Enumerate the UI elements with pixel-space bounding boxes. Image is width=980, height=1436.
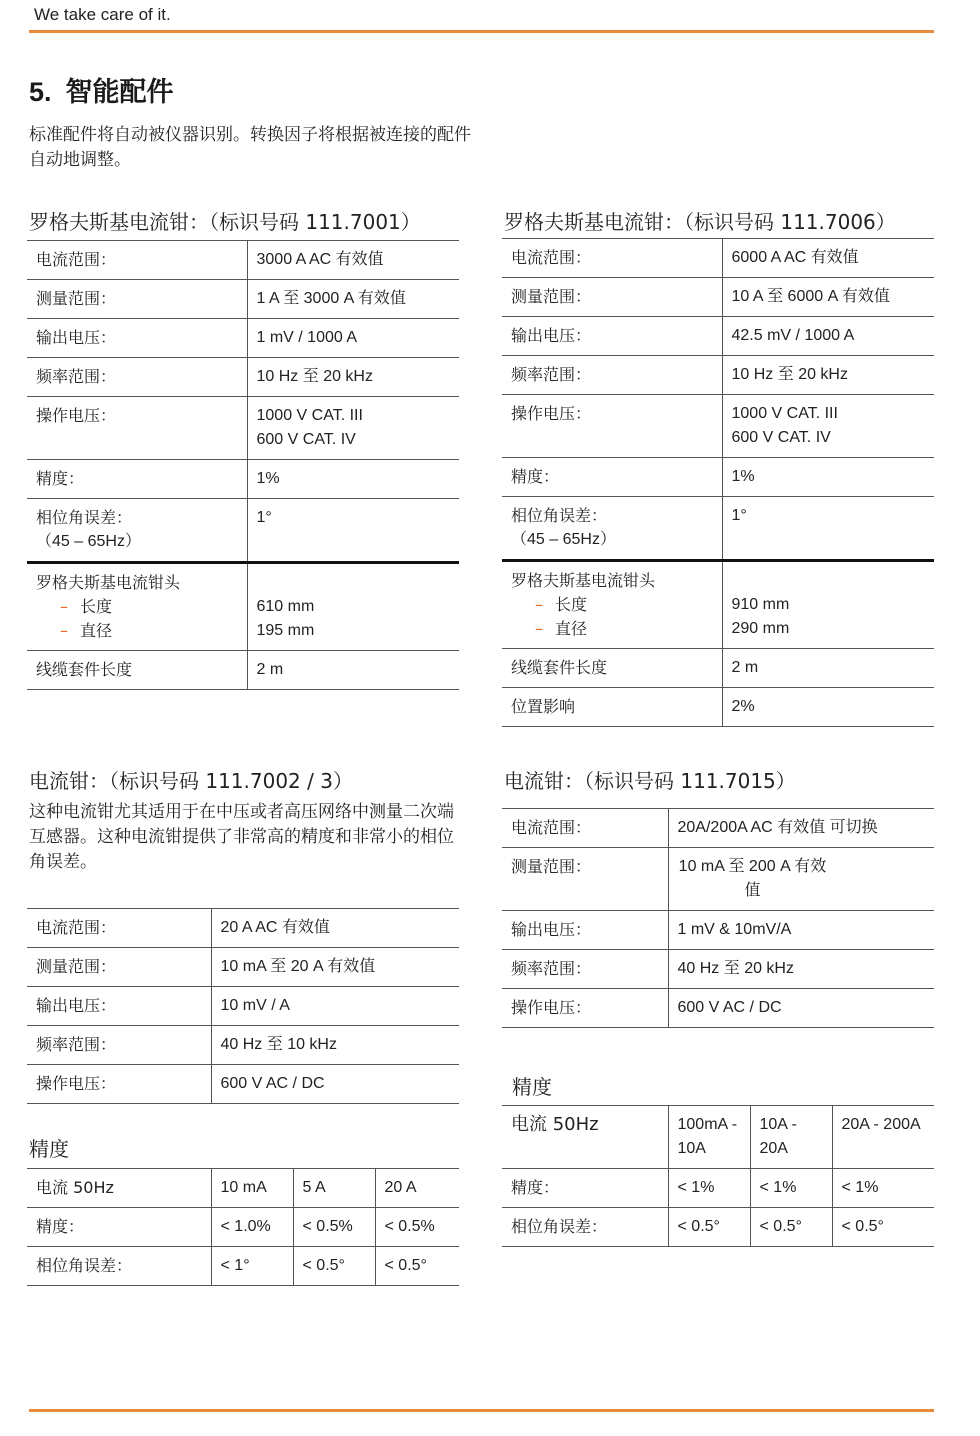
t2-row-cable (502, 649, 934, 688)
value: 10 mA 至 20 A 有效值 (211, 948, 459, 987)
value: 40 Hz 至 10 kHz (211, 1026, 459, 1065)
value: 1° (247, 499, 459, 563)
value: 600 V AC / DC (668, 989, 934, 1028)
t4-acc-header-row (502, 1106, 934, 1169)
dash-bullet: – (60, 597, 68, 616)
value: 1 mV & 10mV/A (668, 911, 934, 950)
label: 线缆套件长度 (27, 651, 247, 690)
cell: < 0.5° (293, 1247, 375, 1286)
row-label: 精度： (502, 1169, 668, 1208)
t1-row-cable (27, 651, 459, 690)
cell: < 0.5° (375, 1247, 459, 1286)
t4-row-measure-range (502, 848, 934, 911)
row-label: 相位角误差： (27, 1247, 211, 1286)
cell: < 1° (211, 1247, 293, 1286)
value: 1 mV / 1000 A (247, 319, 459, 358)
t2-row-output (502, 317, 934, 356)
op-line-1: 1000 V CAT. III (731, 405, 838, 422)
t4-accuracy-table (502, 1105, 934, 1247)
t3-acc-header-row (27, 1169, 459, 1208)
t1-row-output (27, 319, 459, 358)
value: 2 m (247, 651, 459, 690)
value: 600 V AC / DC (211, 1065, 459, 1104)
t1-spec-table (27, 240, 459, 690)
value: 40 Hz 至 20 kHz (668, 950, 934, 989)
t4-acc-row-phase (502, 1208, 934, 1247)
value (247, 563, 459, 651)
t3-accuracy-title: 精度 (29, 1137, 69, 1161)
label: 操作电压： (27, 397, 247, 460)
label: 操作电压： (27, 1065, 211, 1104)
t1-row-head (27, 563, 459, 651)
op-line-2: 600 V CAT. IV (731, 429, 831, 446)
label: 精度： (502, 458, 722, 497)
label (502, 497, 722, 561)
t4-row-current-range (502, 809, 934, 848)
cell: < 0.5° (668, 1208, 750, 1247)
header-cell: 电流 50Hz (27, 1169, 211, 1208)
label: 频率范围： (27, 358, 247, 397)
header-cell: 电流 50Hz (502, 1106, 668, 1169)
t4-acc-row-accuracy (502, 1169, 934, 1208)
head-label: 罗格夫斯基电流钳头 (36, 573, 181, 592)
t2-spec-table (502, 238, 934, 727)
t2-row-position (502, 688, 934, 727)
section-heading (29, 70, 174, 109)
t4-row-output (502, 911, 934, 950)
phase-label: 相位角误差： (36, 508, 133, 527)
t2-row-frequency (502, 356, 934, 395)
len-line (36, 595, 238, 619)
dia-line (36, 619, 238, 643)
label (27, 563, 247, 651)
row-label: 精度： (27, 1208, 211, 1247)
t3-row-output (27, 987, 459, 1026)
section-number: 5. (29, 77, 52, 107)
t1-title: 罗格夫斯基电流钳：（标识号码 111.7001） (29, 210, 421, 234)
dia-label: 直径 (80, 621, 113, 640)
dash-bullet: – (535, 595, 543, 614)
header-cell: 20A - 200A (832, 1106, 934, 1169)
t3-acc-row-phase (27, 1247, 459, 1286)
len-value: 910 mm (731, 596, 790, 613)
t2-row-measure-range (502, 278, 934, 317)
label: 操作电压： (502, 989, 668, 1028)
t1-row-current-range (27, 241, 459, 280)
t3-row-current-range (27, 909, 459, 948)
label: 测量范围： (27, 280, 247, 319)
t2-row-head (502, 561, 934, 649)
value (668, 848, 934, 911)
value (722, 395, 934, 458)
cell: < 1.0% (211, 1208, 293, 1247)
dia-line (511, 617, 713, 641)
value: 6000 A AC 有效值 (722, 239, 934, 278)
label: 线缆套件长度 (502, 649, 722, 688)
t1-row-phase (27, 499, 459, 563)
cell: < 0.5% (293, 1208, 375, 1247)
value: 1 A 至 3000 A 有效值 (247, 280, 459, 319)
label: 频率范围： (502, 950, 668, 989)
op-line-1: 1000 V CAT. III (256, 407, 363, 424)
measure-range-value: 10 mA 至 200 A 有效值 (678, 858, 827, 899)
label (502, 561, 722, 649)
value: 2% (722, 688, 934, 727)
cell: < 0.5° (750, 1208, 832, 1247)
header-cell: 20 A (375, 1169, 459, 1208)
dia-value: 290 mm (731, 620, 790, 637)
label: 频率范围： (27, 1026, 211, 1065)
phase-label: 相位角误差： (511, 506, 608, 525)
t1-row-measure-range (27, 280, 459, 319)
value: 20A/200A AC 有效值 可切换 (668, 809, 934, 848)
header-cell: 10 mA (211, 1169, 293, 1208)
label: 测量范围： (27, 948, 211, 987)
label: 电流范围： (502, 809, 668, 848)
t2-row-op-voltage (502, 395, 934, 458)
dash-bullet: – (535, 619, 543, 638)
label: 位置影响 (502, 688, 722, 727)
phase-sub: （45 – 65Hz） (511, 531, 616, 548)
t3-acc-row-accuracy (27, 1208, 459, 1247)
label (27, 499, 247, 563)
label: 输出电压： (502, 317, 722, 356)
t3-row-measure-range (27, 948, 459, 987)
dia-label: 直径 (555, 619, 588, 638)
value: 10 A 至 6000 A 有效值 (722, 278, 934, 317)
t4-row-frequency (502, 950, 934, 989)
header-tagline: We take care of it. (34, 5, 171, 24)
t4-title: 电流钳：（标识号码 111.7015） (504, 769, 796, 793)
t1-row-op-voltage (27, 397, 459, 460)
value: 1° (722, 497, 934, 561)
cell: < 1% (832, 1169, 934, 1208)
value: 10 mV / A (211, 987, 459, 1026)
label: 操作电压： (502, 395, 722, 458)
phase-sub: （45 – 65Hz） (36, 533, 141, 550)
t2-row-accuracy (502, 458, 934, 497)
label: 电流范围： (27, 241, 247, 280)
t2-title: 罗格夫斯基电流钳：（标识号码 111.7006） (504, 210, 896, 234)
value (722, 561, 934, 649)
footer-rule (29, 1409, 934, 1412)
header-cell: 10A - 20A (750, 1106, 832, 1169)
dash-bullet: – (60, 621, 68, 640)
header-cell: 5 A (293, 1169, 375, 1208)
section-title: 智能配件 (65, 77, 174, 108)
op-line-2: 600 V CAT. IV (256, 431, 356, 448)
cell: < 1% (668, 1169, 750, 1208)
value: 1% (247, 460, 459, 499)
t3-row-op-voltage (27, 1065, 459, 1104)
t3-spec-table (27, 908, 459, 1104)
value: 10 Hz 至 20 kHz (247, 358, 459, 397)
len-line (511, 593, 713, 617)
len-label: 长度 (555, 595, 588, 614)
value: 2 m (722, 649, 934, 688)
cell: < 1% (750, 1169, 832, 1208)
row-label: 相位角误差： (502, 1208, 668, 1247)
label: 电流范围： (502, 239, 722, 278)
t3-title: 电流钳：（标识号码 111.7002 / 3） (29, 769, 353, 793)
head-label: 罗格夫斯基电流钳头 (511, 571, 656, 590)
len-value: 610 mm (256, 598, 315, 615)
t1-row-frequency (27, 358, 459, 397)
label: 电流范围： (27, 909, 211, 948)
label: 输出电压： (27, 319, 247, 358)
t4-spec-table (502, 808, 934, 1028)
t3-accuracy-table (27, 1168, 459, 1286)
t2-row-phase (502, 497, 934, 561)
value: 42.5 mV / 1000 A (722, 317, 934, 356)
t4-accuracy-title: 精度 (512, 1075, 552, 1099)
label: 测量范围： (502, 278, 722, 317)
cell: < 0.5° (832, 1208, 934, 1247)
value (247, 397, 459, 460)
value: 1% (722, 458, 934, 497)
label: 输出电压： (27, 987, 211, 1026)
t1-row-accuracy (27, 460, 459, 499)
header-cell: 100mA - 10A (668, 1106, 750, 1169)
label: 输出电压： (502, 911, 668, 950)
header-rule (29, 30, 934, 33)
t2-row-current-range (502, 239, 934, 278)
t3-description: 这种电流钳尤其适用于在中压或者高压网络中测量二次端互感器。这种电流钳提供了非常高的精度和非常小的相位角误差。 (29, 802, 454, 872)
label: 测量范围： (502, 848, 668, 911)
value: 10 Hz 至 20 kHz (722, 356, 934, 395)
t3-row-frequency (27, 1026, 459, 1065)
intro-paragraph: 标准配件将自动被仪器识别。转换因子将根据被连接的配件自动地调整。 (29, 125, 471, 170)
label: 精度： (27, 460, 247, 499)
value: 20 A AC 有效值 (211, 909, 459, 948)
dia-value: 195 mm (256, 622, 315, 639)
t4-row-op-voltage (502, 989, 934, 1028)
value: 3000 A AC 有效值 (247, 241, 459, 280)
cell: < 0.5% (375, 1208, 459, 1247)
len-label: 长度 (80, 597, 113, 616)
label: 频率范围： (502, 356, 722, 395)
